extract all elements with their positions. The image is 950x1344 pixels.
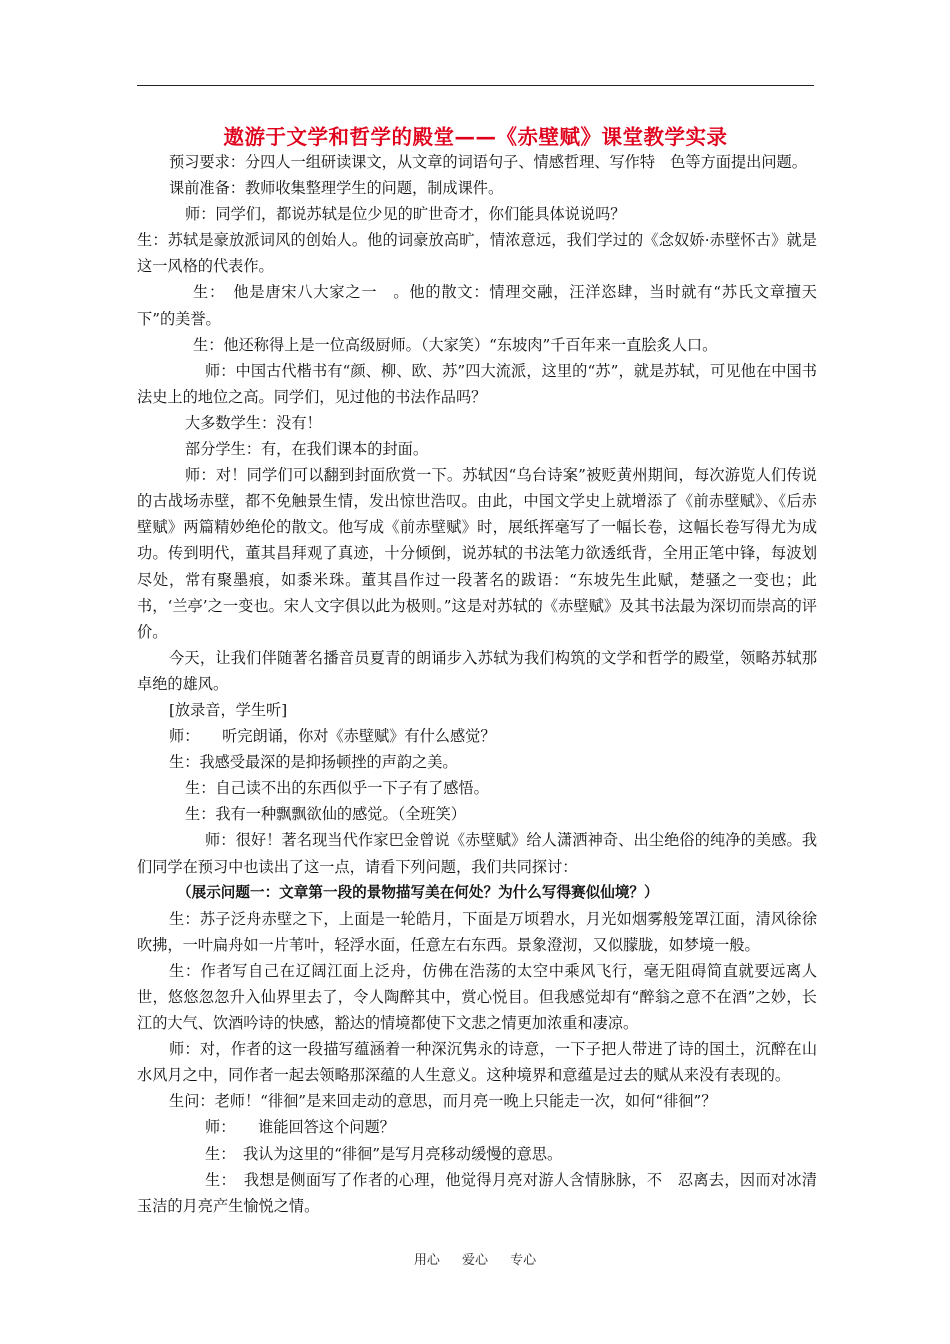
paragraph: 课前准备：教师收集整理学生的问题，制成课件。 bbox=[169, 179, 504, 198]
footer-word: 用心 bbox=[413, 1253, 440, 1268]
paragraph: 大多数学生：没有！ bbox=[185, 413, 322, 432]
paragraph: 生：作者写自己在辽阔江面上泛舟，仿佛在浩荡的太空中乘风飞行，毫无阻碍简直就要远离人世，悠悠忽忽升入仙界里去了，令人陶醉其中，赏心悦目。但我感觉却有“醉翁之意不在酒”之妙，长江的大气、饮酒吟诗的快感，豁达的情境都使下文悲之情更加浓重和凄凉。 bbox=[137, 961, 817, 1033]
page-footer bbox=[0, 1249, 950, 1268]
paragraph: 生：我有一种飘飘欲仙的感觉。（全班笑） bbox=[185, 805, 466, 824]
paragraph: 预习要求：分四人一组研读课文，从文章的词语句子、情感哲理、写作特 色等方面提出问题。 bbox=[169, 153, 807, 171]
paragraph: 生： 我认为这里的“徘徊”是写月亮移动缓慢的意思。 bbox=[205, 1144, 563, 1163]
paragraph: 生：他还称得上是一位高级厨师。（大家笑）“东坡肉”千百年来一直脍炙人口。 bbox=[193, 335, 718, 354]
paragraph: 生问：老师！“徘徊”是来回走动的意思，而月亮一晚上只能走一次，如何“徘徊”？ bbox=[169, 1092, 717, 1111]
paragraph: 师： 谁能回答这个问题？ bbox=[205, 1118, 395, 1137]
footer-word: 专心 bbox=[510, 1253, 537, 1268]
paragraph: 师： 听完朗诵，你对《赤壁赋》有什么感觉？ bbox=[169, 727, 496, 746]
paragraph: 部分学生：有，在我们课本的封面。 bbox=[185, 440, 428, 459]
header-rule bbox=[137, 85, 814, 86]
paragraph: 师：中国古代楷书有“颜、柳、欧、苏”四大流派，这里的“苏”，就是苏轼，可见他在中国书法史上的地位之高。同学们，见过他的书法作品吗？ bbox=[137, 361, 817, 406]
footer-word: 爱心 bbox=[461, 1253, 488, 1268]
paragraph: 生：苏轼是豪放派词风的创始人。他的词豪放高旷，情浓意远，我们学过的《念奴娇·赤壁怀古》就是这一风格的代表作。 bbox=[137, 231, 817, 276]
question-heading: （展示问题一：文章第一段的景物描写美在何处？为什么写得赛似仙境？） bbox=[177, 883, 659, 901]
document-body bbox=[137, 149, 817, 1219]
paragraph: 生：苏子泛舟赤壁之下，上面是一轮皓月，下面是万顷碧水，月光如烟雾般笼罩江面，清风徐徐吹拂，一叶扁舟如一片苇叶，轻浮水面，任意左右东西。景象澄沏，又似朦胧，如梦境一般。 bbox=[137, 909, 817, 954]
paragraph: 生：我感受最深的是抑扬顿挫的声韵之美。 bbox=[169, 753, 458, 772]
paragraph: 师：很好！著名现当代作家巴金曾说《赤壁赋》给人潇洒神奇、出尘绝俗的纯净的美感。我们同学在预习中也读出了这一点，请看下列问题，我们共同探讨： bbox=[137, 831, 817, 876]
paragraph: [放录音，学生听] bbox=[169, 700, 288, 719]
paragraph: 师：对，作者的这一段描写蕴涵着一种深沉隽永的诗意，一下子把人带进了诗的国土，沉醉在山水风月之中，同作者一起去领略那深蕴的人生意义。这种境界和意蕴是过去的赋从来没有表现的。 bbox=[137, 1040, 817, 1085]
paragraph: 生： 我想是侧面写了作者的心理，他觉得月亮对游人含情脉脉，不 忍离去，因而对冰清玉洁的月亮产生愉悦之情。 bbox=[137, 1170, 817, 1215]
paragraph: 生： 他是唐宋八大家之一 。他的散文：情理交融，汪洋恣肆，当时就有“苏氏文章擅天下”的美誉。 bbox=[137, 283, 817, 328]
paragraph: 师：对！同学们可以翻到封面欣赏一下。苏轼因“乌台诗案”被贬黄州期间，每次游览人们传说的古战场赤壁，都不免触景生情，发出惊世浩叹。由此，中国文学史上就增添了《前赤壁赋》、《后赤壁赋》两篇精妙绝伦的散文。他写成《前赤壁赋》时，展纸挥毫写了一幅长卷，这幅长卷写得尤为成功。传到明代，董其昌拜观了真迹，十分倾倒，说苏轼的书法笔力欲透纸背，全用正笔中锋，每波划尽处，常有聚墨痕，如黍米珠。董其昌作过一段著名的跋语：“东坡先生此赋，楚骚之一变也；此书，‘兰亭’之一变也。宋人文字俱以此为极则。”这是对苏轼的《赤壁赋》及其书法最为深切而崇高的评价。 bbox=[137, 466, 817, 641]
paragraph: 师：同学们，都说苏轼是位少见的旷世奇才，你们能具体说说吗？ bbox=[185, 205, 626, 224]
page-title: 遨游于文学和哲学的殿堂——《赤壁赋》课堂教学实录 bbox=[223, 125, 728, 149]
paragraph: 今天，让我们伴随著名播音员夏青的朗诵步入苏轼为我们构筑的文学和哲学的殿堂，领略苏轼那卓绝的雄风。 bbox=[137, 648, 817, 693]
paragraph: 生：自己读不出的东西似乎一下子有了感悟。 bbox=[185, 779, 489, 798]
